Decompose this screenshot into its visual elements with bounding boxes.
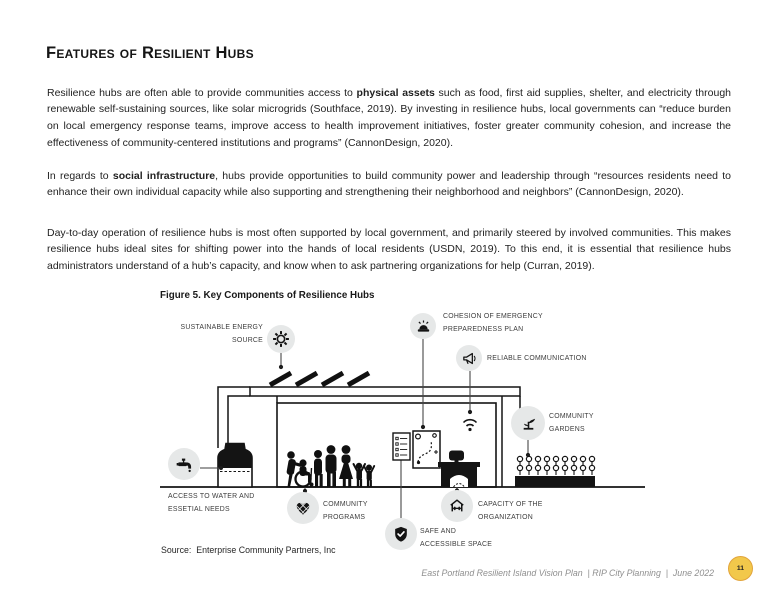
- megaphone-icon: [461, 350, 478, 367]
- label-gardens: COMMUNITY GARDENS: [549, 413, 594, 433]
- page-number-badge: [728, 556, 753, 581]
- safe-space-badge: [385, 518, 417, 550]
- paragraph-operations: Day-to-day operation of resilience hubs is most often supported by local government, and primarily steered by involved communities. This makes resilience hubs ideal sites for shifting power into the hands of local residents (USDN, 2019). To this end, it is essential that resilience hubs administrators understand of a hub’s capacity, and know when to ask partnering organizations for help (Curran, 2019).: [47, 226, 731, 273]
- paragraph-physical-assets: [47, 85, 731, 152]
- house-arrows-icon: [447, 496, 467, 516]
- sun-icon: [271, 329, 291, 349]
- capacity-badge: [441, 490, 473, 522]
- emergency-siren-icon: [415, 318, 432, 335]
- figure-title: Figure 5. Key Components of Resilience Hubs: [160, 290, 375, 301]
- paragraph-social-infrastructure: [47, 168, 731, 202]
- p1-lead: Resilience hubs are often able to provide communities access to: [47, 86, 357, 99]
- label-safe-space: SAFE AND ACCESSIBLE SPACE: [420, 528, 493, 548]
- water-tank: [200, 444, 252, 488]
- solar-panels: [270, 373, 369, 385]
- p1-emphasis: physical assets: [356, 86, 435, 99]
- label-sustainable-energy: SUSTAINABLE ENERGY SOURCE: [180, 324, 263, 344]
- communication-badge: [456, 345, 482, 371]
- garden-plants: [517, 456, 594, 475]
- label-programs: COMMUNITY PROGRAMS: [323, 501, 368, 521]
- sustainable-energy-badge: [267, 325, 295, 353]
- water-badge: [168, 448, 200, 480]
- checklist-icon: [393, 433, 410, 460]
- faucet-icon: [174, 454, 194, 474]
- page-number: 11: [736, 565, 745, 572]
- footer-citation: East Portland Resilient Island Vision Plan | RIP City Planning | June 2022: [421, 568, 714, 578]
- p1-rest: such as food, first aid supplies, shelter, and electricity through renewable self-sustaining sources, like solar microgrids (Southface, 2019). By investing in resilience hubs, local governments can “reduce burden on local emergency response teams, improve access to health improvement initiatives, foster greater community cohesion, and increase the effectiveness of community-centered institutions and programs” (CannonDesign, 2020).: [47, 86, 731, 149]
- figure-source: Source: Enterprise Community Partners, Inc: [161, 545, 336, 555]
- p2-emphasis: social infrastructure: [112, 169, 216, 182]
- garden-bed: [515, 456, 595, 487]
- gardens-badge: [511, 406, 545, 440]
- label-water: ACCESS TO WATER AND ESSETIAL NEEDS: [168, 493, 255, 513]
- cohesion-badge: [410, 313, 436, 339]
- p2-lead: In regards to: [47, 169, 113, 182]
- resilience-hub-diagram: [160, 312, 655, 562]
- label-capacity: CAPACITY OF THE ORGANIZATION: [478, 501, 543, 521]
- p2-rest: , hubs provide opportunities to build community power and leadership through “resources residents need to enhance their own individual capacity while also supporting and strengthening their neighborhood and neighbors” (CannonDesign, 2020).: [47, 169, 731, 199]
- label-cohesion: COHESION OF EMERGENCY PREPAREDNESS PLAN: [443, 313, 543, 333]
- plant-sprout-icon: [518, 413, 539, 434]
- label-communication: RELIABLE COMMUNICATION: [487, 355, 587, 362]
- shield-check-icon: [391, 524, 411, 544]
- programs-badge: [287, 492, 319, 524]
- heart-icon: [293, 498, 313, 518]
- page-title: Features of Resilient Hubs: [46, 44, 254, 62]
- map-icon: [413, 431, 440, 468]
